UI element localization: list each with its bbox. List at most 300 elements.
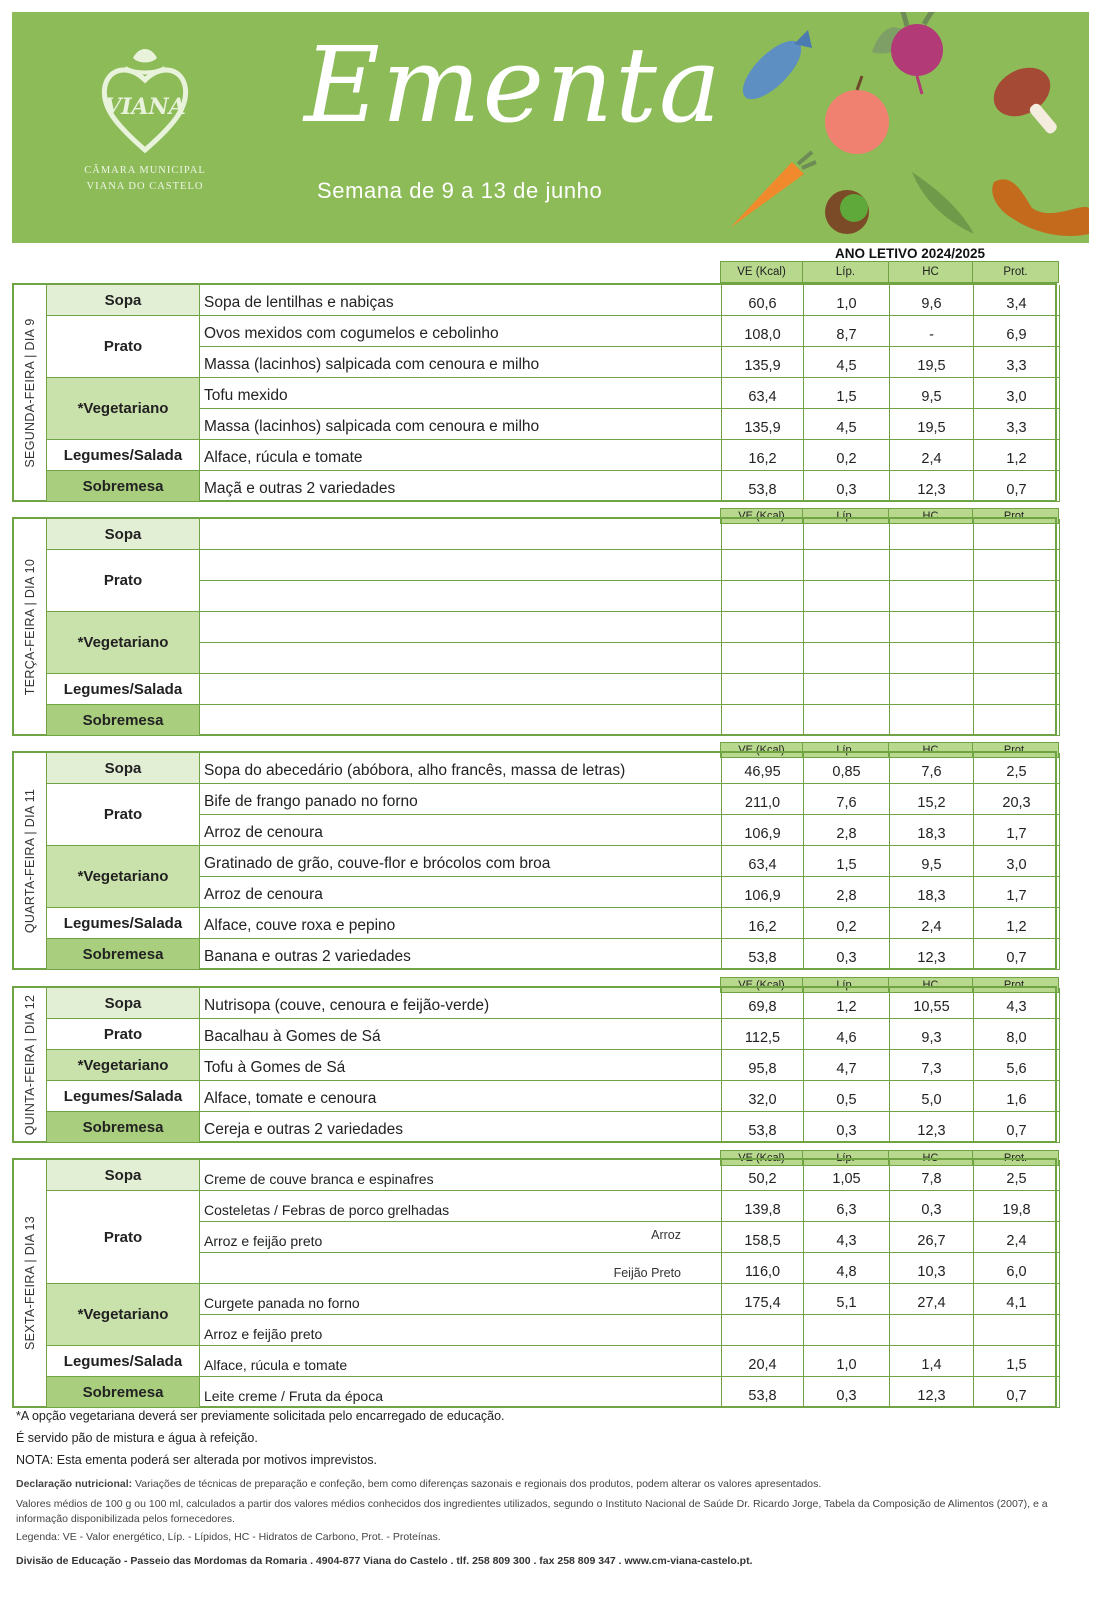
nutrition-value: 16,2: [722, 908, 804, 938]
nutrition-value: 53,8: [722, 1112, 804, 1142]
viana-heart-icon: [95, 44, 195, 156]
svg-text:VIANA: VIANA: [104, 94, 186, 120]
nutrition-value: [804, 643, 890, 673]
nutrition-value: -: [890, 316, 974, 346]
nutrition-declaration: [16, 1477, 1066, 1492]
nutrition-value: 95,8: [722, 1050, 804, 1080]
nutrition-row: [722, 674, 1060, 704]
nutrition-value: 9,6: [890, 285, 974, 315]
dish-cell: [200, 846, 722, 877]
nutrition-row: [722, 753, 1060, 783]
nutrition-value: [722, 643, 804, 673]
column-header: VE (Kcal): [720, 1150, 803, 1166]
meal-row-sopa: [46, 988, 1060, 1019]
nutrition-value: 9,3: [890, 1019, 974, 1049]
nutrition-value: 1,5: [974, 1346, 1060, 1376]
nutrition-value: 8,7: [804, 316, 890, 346]
nutrition-value: 10,3: [890, 1253, 974, 1283]
nutrition-value: 26,7: [890, 1222, 974, 1252]
dish-cell: [200, 908, 722, 938]
nutrition-value: 8,0: [974, 1019, 1060, 1049]
dish-cell: [200, 378, 722, 409]
nutrition-value: 4,6: [804, 1019, 890, 1049]
dish-name: Arroz e feijão preto: [204, 1233, 323, 1249]
nutrition-value: 53,8: [722, 471, 804, 501]
nutrition-value: 1,5: [804, 846, 890, 876]
nutrition-row: [722, 1315, 1060, 1345]
dish-subcomponent: Arroz: [651, 1228, 681, 1242]
category-label: Sobremesa: [46, 705, 200, 736]
nutrition-value: 0,7: [974, 1377, 1060, 1407]
nutrition-value: 27,4: [890, 1284, 974, 1314]
nutrition-value: 4,1: [974, 1284, 1060, 1314]
column-header: Líp.: [802, 261, 889, 283]
nutrition-value: 135,9: [722, 347, 804, 377]
nutrition-value: [974, 1315, 1060, 1345]
dish-cell: [200, 316, 722, 347]
dish-cell: [200, 440, 722, 470]
nutrition-value: 1,6: [974, 1081, 1060, 1111]
nutrition-value: 18,3: [890, 877, 974, 907]
carrot-icon: [730, 152, 816, 228]
day-label: [14, 519, 46, 734]
kiwi-icon: [825, 190, 869, 234]
nutrition-row: [722, 581, 1060, 611]
nutrition-value: [722, 550, 804, 580]
column-header: HC: [888, 742, 973, 758]
category-label: Prato: [46, 550, 200, 612]
meal-row-leg: [46, 908, 1060, 939]
dish-name: Leite creme / Fruta da época: [204, 1388, 383, 1404]
dish-cell: [200, 1222, 722, 1253]
day-block: [12, 283, 1057, 502]
dish-name: Creme de couve branca e espinafres: [204, 1171, 434, 1187]
nutrition-value: 18,3: [890, 815, 974, 845]
nutrition-row: [722, 378, 1060, 409]
nutrition-value: 50,2: [722, 1160, 804, 1190]
meal-row-prato: [46, 1019, 1060, 1050]
dish-cell: [200, 1315, 722, 1345]
page-title: Ementa: [304, 24, 723, 146]
nutrition-value: [890, 1315, 974, 1345]
nutrition-row: [722, 643, 1060, 673]
nutrition-row: [722, 471, 1060, 501]
category-label: Sobremesa: [46, 939, 200, 970]
column-header: Líp.: [802, 508, 889, 524]
nutrition-value: [974, 674, 1060, 704]
nutrition-value: 1,2: [974, 440, 1060, 470]
fish-icon: [734, 30, 812, 108]
dish-name: Costeletas / Febras de porco grelhadas: [204, 1202, 450, 1218]
dish-name: Alface, rúcula e tomate: [204, 449, 363, 466]
category-label: *Vegetariano: [46, 1284, 200, 1346]
nutrition-value: 0,3: [804, 1112, 890, 1142]
nutrition-value: 0,3: [804, 1377, 890, 1407]
nutrition-value: 7,6: [890, 753, 974, 783]
nutrition-value: 112,5: [722, 1019, 804, 1049]
nutrition-row: [722, 1160, 1060, 1190]
nutrition-value: [804, 581, 890, 611]
dish-cell: [200, 612, 722, 643]
nutrition-row: [722, 519, 1060, 549]
dish-cell: [200, 877, 722, 907]
dish-name: Arroz e feijão preto: [204, 1326, 323, 1342]
nutrition-row: [722, 939, 1060, 969]
column-header: VE (Kcal): [720, 261, 803, 283]
dish-cell: [200, 643, 722, 673]
category-label: Sopa: [46, 285, 200, 316]
nutrition-value: [804, 519, 890, 549]
nutrition-value: [974, 581, 1060, 611]
nutrition-value: [974, 705, 1060, 735]
nutrition-row: [722, 1346, 1060, 1376]
column-header: Prot.: [972, 508, 1059, 524]
footnote-bread: É servido pão de mistura e água à refeição.: [16, 1431, 258, 1445]
header-banner: [12, 12, 1089, 243]
nutrition-value: 9,5: [890, 378, 974, 408]
dish-cell: [200, 1081, 722, 1111]
nutrition-value: 3,3: [974, 347, 1060, 377]
nutrition-row: [722, 316, 1060, 347]
nutrition-value: 2,4: [974, 1222, 1060, 1252]
dish-cell: [200, 674, 722, 704]
dish-name: Alface, tomate e cenoura: [204, 1090, 377, 1107]
municipality-logo: [80, 44, 210, 204]
category-label: Sobremesa: [46, 471, 200, 502]
meal-row-veg: [46, 378, 1060, 440]
dish-cell: [200, 1019, 722, 1049]
nutrition-value: 2,5: [974, 1160, 1060, 1190]
dish-name: Sopa do abecedário (abóbora, alho francês, massa de letras): [204, 762, 626, 779]
dish-subcomponent: Feijão Preto: [613, 1266, 681, 1280]
sweet-potato-icon: [992, 179, 1089, 236]
nutrition-row: [722, 1050, 1060, 1080]
meal-row-leg: [46, 1346, 1060, 1377]
dish-cell: [200, 815, 722, 845]
nutrition-row: [722, 1191, 1060, 1222]
category-label: Legumes/Salada: [46, 1346, 200, 1377]
nutrition-value: 175,4: [722, 1284, 804, 1314]
meal-row-veg: [46, 1284, 1060, 1346]
dish-cell: [200, 519, 722, 549]
nutrition-value: 12,3: [890, 1377, 974, 1407]
nutrition-value: 0,85: [804, 753, 890, 783]
nutrition-value: [890, 643, 974, 673]
nutrition-row: [722, 1112, 1060, 1142]
nutrition-value: 3,4: [974, 285, 1060, 315]
meal-row-prato: [46, 784, 1060, 846]
meal-row-sopa: [46, 519, 1060, 550]
nutrition-value: 20,4: [722, 1346, 804, 1376]
dish-name: Massa (lacinhos) salpicada com cenoura e milho: [204, 356, 540, 373]
day-block: [12, 1158, 1057, 1408]
nutrition-value: 2,8: [804, 877, 890, 907]
category-label: *Vegetariano: [46, 378, 200, 440]
nutrition-value: [722, 519, 804, 549]
nutrition-value: 12,3: [890, 939, 974, 969]
legend: Legenda: VE - Valor energético, Líp. - Lípidos, HC - Hidratos de Carbono, Prot. - Proteínas.: [16, 1531, 441, 1543]
category-label: Legumes/Salada: [46, 440, 200, 471]
nutrition-value: [804, 674, 890, 704]
nutrition-value: 12,3: [890, 1112, 974, 1142]
dish-cell: [200, 581, 722, 611]
nutrition-value: 1,0: [804, 1346, 890, 1376]
nutrition-row: [722, 285, 1060, 315]
category-label: Sopa: [46, 988, 200, 1019]
category-label: Sopa: [46, 519, 200, 550]
nutrition-value: 0,7: [974, 471, 1060, 501]
nutrition-row: [722, 1284, 1060, 1315]
meal-row-sob: [46, 705, 1060, 736]
column-header: Prot.: [972, 261, 1059, 283]
nutrition-row: [722, 705, 1060, 735]
day-block: [12, 517, 1057, 736]
column-header: Líp.: [802, 742, 889, 758]
dish-cell: [200, 1160, 722, 1190]
values-note: Valores médios de 100 g ou 100 ml, calculados a partir dos valores médios conhecidos dos ingredientes utilizados, segundo o Instituto Nacional de Saúde Dr. Ricardo Jorge, Tabela da Composição de Alimentos (2007), e a informação disponibilizada pelos fornecedores.: [16, 1498, 1048, 1525]
nutrition-row: [722, 1253, 1060, 1283]
category-label: Sobremesa: [46, 1377, 200, 1408]
meal-row-veg: [46, 1050, 1060, 1081]
nutrition-value: 3,0: [974, 846, 1060, 876]
nutrition-value: 0,3: [804, 939, 890, 969]
dish-name: Curgete panada no forno: [204, 1295, 360, 1311]
nutrition-value: 2,4: [890, 908, 974, 938]
dish-cell: [200, 1050, 722, 1080]
day-label-text: TERÇA-FEIRA | DIA 10: [23, 558, 37, 695]
category-label: Legumes/Salada: [46, 1081, 200, 1112]
nutrition-value: 106,9: [722, 877, 804, 907]
dish-name: Massa (lacinhos) salpicada com cenoura e milho: [204, 418, 540, 435]
dish-cell: [200, 285, 722, 315]
nutrition-value: 2,4: [890, 440, 974, 470]
nutrition-value: 32,0: [722, 1081, 804, 1111]
dish-cell: [200, 1284, 722, 1315]
nutrition-row: [722, 440, 1060, 470]
dish-cell: [200, 409, 722, 439]
nutrition-value: 7,8: [890, 1160, 974, 1190]
nutrition-value: 15,2: [890, 784, 974, 814]
dish-name: Tofu mexido: [204, 387, 288, 404]
category-label: Sopa: [46, 1160, 200, 1191]
nutrition-value: 69,8: [722, 988, 804, 1018]
day-block: [12, 986, 1057, 1143]
nutrition-value: 46,95: [722, 753, 804, 783]
nutrition-value: 53,8: [722, 1377, 804, 1407]
food-illustration: [712, 12, 1089, 243]
dish-cell: [200, 753, 722, 783]
column-header: Líp.: [802, 977, 889, 993]
nutrition-value: 1,7: [974, 815, 1060, 845]
day-label-text: SEGUNDA-FEIRA | DIA 9: [23, 317, 37, 468]
nutrition-value: 0,2: [804, 440, 890, 470]
meal-row-leg: [46, 674, 1060, 705]
nutrition-value: 3,3: [974, 409, 1060, 439]
dish-name: Arroz de cenoura: [204, 824, 323, 841]
nutrition-value: [890, 550, 974, 580]
dish-name: Alface, rúcula e tomate: [204, 1357, 348, 1373]
nutrition-value: [804, 705, 890, 735]
day-label-text: SEXTA-FEIRA | DIA 13: [23, 1215, 37, 1351]
nutrition-row: [722, 784, 1060, 815]
nutrition-value: 0,7: [974, 939, 1060, 969]
nutrition-value: 63,4: [722, 378, 804, 408]
nutrition-value: [974, 612, 1060, 642]
nutrition-value: 60,6: [722, 285, 804, 315]
peas-icon: [912, 172, 974, 234]
nutrition-value: 5,0: [890, 1081, 974, 1111]
nutrition-value: 1,2: [974, 908, 1060, 938]
column-header: HC: [888, 508, 973, 524]
nutrition-value: 1,2: [804, 988, 890, 1018]
nutrition-value: 0,3: [804, 471, 890, 501]
category-label: Sobremesa: [46, 1112, 200, 1143]
dish-name: Bife de frango panado no forno: [204, 793, 418, 810]
dish-cell: [200, 939, 722, 969]
nutrition-value: 2,8: [804, 815, 890, 845]
column-header: VE (Kcal): [720, 977, 803, 993]
nutrition-value: 3,0: [974, 378, 1060, 408]
beet-icon: [891, 12, 943, 94]
column-header: HC: [888, 261, 973, 283]
nutrition-value: [974, 519, 1060, 549]
nutrition-value: 1,5: [804, 378, 890, 408]
nutrition-value: 7,6: [804, 784, 890, 814]
nutrition-value: 4,7: [804, 1050, 890, 1080]
day-label: [14, 988, 46, 1141]
nutrition-value: [974, 550, 1060, 580]
footnote-vegetarian: *A opção vegetariana deverá ser previamente solicitada pelo encarregado de educação.: [16, 1409, 505, 1423]
nutrition-row: [722, 1081, 1060, 1111]
column-header: Prot.: [972, 977, 1059, 993]
nutrition-value: [890, 705, 974, 735]
column-header: Prot.: [972, 1150, 1059, 1166]
nutrition-value: 139,8: [722, 1191, 804, 1221]
nutrition-value: 116,0: [722, 1253, 804, 1283]
meal-row-prato: [46, 316, 1060, 378]
column-header-row: [721, 261, 1059, 283]
nutrition-row: [722, 550, 1060, 581]
nutrition-value: [722, 674, 804, 704]
dish-name: Gratinado de grão, couve-flor e brócolos com broa: [204, 855, 551, 872]
day-label: [14, 285, 46, 500]
dish-name: Alface, couve roxa e pepino: [204, 917, 396, 934]
nutrition-value: 135,9: [722, 409, 804, 439]
nutrition-value: 6,3: [804, 1191, 890, 1221]
footnote-note: NOTA: Esta ementa poderá ser alterada por motivos imprevistos.: [16, 1453, 378, 1467]
nutrition-value: 1,05: [804, 1160, 890, 1190]
nutrition-value: 6,9: [974, 316, 1060, 346]
category-label: *Vegetariano: [46, 846, 200, 908]
column-header: HC: [888, 1150, 973, 1166]
nutrition-value: 10,55: [890, 988, 974, 1018]
column-header: VE (Kcal): [720, 508, 803, 524]
nutrition-value: 63,4: [722, 846, 804, 876]
nutrition-value: 4,3: [974, 988, 1060, 1018]
dish-cell: [200, 1191, 722, 1222]
category-label: Legumes/Salada: [46, 908, 200, 939]
nutrition-value: 0,3: [890, 1191, 974, 1221]
dish-name: Arroz de cenoura: [204, 886, 323, 903]
contact-info: Divisão de Educação - Passeio das Mordomas da Romaria . 4904-877 Viana do Castelo . tlf. 258 809 300 . fax 258 809 347 . www.cm-viana-castelo.pt.: [16, 1555, 753, 1567]
nutrition-value: 106,9: [722, 815, 804, 845]
nutrition-row: [722, 846, 1060, 877]
nutrition-value: [974, 643, 1060, 673]
category-label: Prato: [46, 1191, 200, 1284]
meal-row-veg: [46, 846, 1060, 908]
column-header: Líp.: [802, 1150, 889, 1166]
apple-icon: [825, 76, 889, 154]
nutrition-value: 5,6: [974, 1050, 1060, 1080]
meal-row-sopa: [46, 285, 1060, 316]
dish-cell: [200, 988, 722, 1018]
category-label: Prato: [46, 784, 200, 846]
dish-cell: [200, 1253, 722, 1283]
nutrition-value: 9,5: [890, 846, 974, 876]
dish-cell: [200, 471, 722, 501]
nutrition-value: 4,5: [804, 347, 890, 377]
declaration-title: Declaração nutricional:: [16, 1478, 133, 1490]
nutrition-row: [722, 1377, 1060, 1407]
nutrition-value: 16,2: [722, 440, 804, 470]
category-label: Prato: [46, 316, 200, 378]
meal-row-prato: [46, 550, 1060, 612]
nutrition-value: [804, 550, 890, 580]
nutrition-value: [722, 705, 804, 735]
nutrition-value: [722, 581, 804, 611]
meal-row-leg: [46, 440, 1060, 471]
dish-name: Banana e outras 2 variedades: [204, 948, 411, 965]
nutrition-value: 19,5: [890, 409, 974, 439]
nutrition-row: [722, 988, 1060, 1018]
nutrition-value: 108,0: [722, 316, 804, 346]
meal-row-leg: [46, 1081, 1060, 1112]
nutrition-value: 2,5: [974, 753, 1060, 783]
nutrition-value: 1,7: [974, 877, 1060, 907]
meal-row-sob: [46, 1377, 1060, 1408]
day-label: [14, 1160, 46, 1406]
nutrition-row: [722, 1222, 1060, 1253]
dish-name: Maçã e outras 2 variedades: [204, 480, 396, 497]
category-label: *Vegetariano: [46, 1050, 200, 1081]
nutrition-value: 4,8: [804, 1253, 890, 1283]
nutrition-value: 53,8: [722, 939, 804, 969]
category-label: Prato: [46, 1019, 200, 1050]
declaration-text: Variações de técnicas de preparação e confeção, bem como diferenças sazonais e regionais dos produtos, podem alterar os valores apresentados.: [132, 1478, 822, 1490]
column-header: Prot.: [972, 742, 1059, 758]
nutrition-value: 20,3: [974, 784, 1060, 814]
dish-name: Ovos mexidos com cogumelos e cebolinho: [204, 325, 499, 342]
week-subtitle: Semana de 9 a 13 de junho: [317, 178, 603, 203]
logo-line-2: VIANA DO CASTELO: [86, 181, 204, 192]
nutrition-value: [890, 674, 974, 704]
meal-row-sopa: [46, 753, 1060, 784]
category-label: Sopa: [46, 753, 200, 784]
column-header: VE (Kcal): [720, 742, 803, 758]
nutrition-value: [804, 612, 890, 642]
nutrition-value: [890, 519, 974, 549]
nutrition-value: 19,8: [974, 1191, 1060, 1221]
dish-cell: [200, 705, 722, 735]
nutrition-row: [722, 1019, 1060, 1049]
logo-line-1: CÂMARA MUNICIPAL: [84, 165, 206, 176]
nutrition-value: 0,5: [804, 1081, 890, 1111]
nutrition-value: 6,0: [974, 1253, 1060, 1283]
dish-cell: [200, 550, 722, 581]
nutrition-value: 4,3: [804, 1222, 890, 1252]
dish-cell: [200, 1112, 722, 1142]
nutrition-value: [890, 612, 974, 642]
